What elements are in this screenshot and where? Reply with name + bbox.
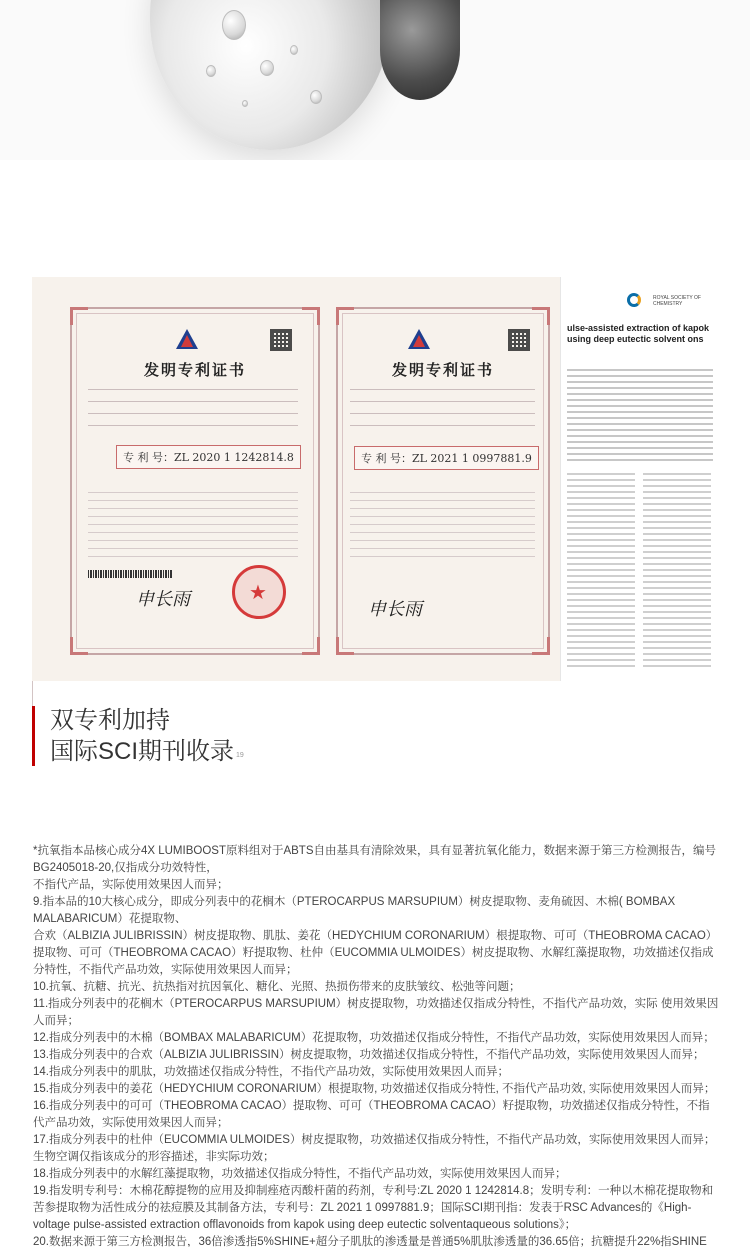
publisher-name: ROYAL SOCIETY OF CHEMISTRY: [653, 295, 701, 307]
patent-number: 专 利 号：ZL 2021 1 0997881.9: [354, 446, 539, 470]
qr-code-icon: [508, 329, 530, 351]
footnote-item: 10.抗氧、抗糖、抗光、抗热指对抗因氧化、糖化、光照、热损伤带来的皮肤皱纹、松弛等问题；: [33, 981, 521, 993]
director-signature: 申长雨: [368, 599, 422, 620]
footnote-item: 11.指成分列表中的花榈木（PTEROCARPUS MARSUPIUM）树皮提取物，功效描述仅指成分特性，不指代产品功效，实际 使用效果因人而异；: [33, 998, 719, 1027]
patent-certificate-2: [332, 277, 560, 681]
footnote-item: 15.指成分列表中的姜花（HEDYCHIUM CORONARIUM）根提取物, 功效描述仅指成分特性, 不指代产品功效, 实际使用效果因人而异；: [33, 1083, 716, 1095]
barcode-icon: [88, 570, 172, 578]
sci-journal-paper: [560, 277, 718, 681]
official-seal-icon: ★: [232, 565, 286, 619]
footnote-item: 合欢（ALBIZIA JULIBRISSIN）树皮提取物、肌肽、姜花（HEDYCHIUM CORONARIUM）根提取物、可可（THEOBROMA CACAO）提取物、可可（THEOBROMA CACAO）籽提取物、杜仲（EUCOMMIA ULMOIDES）树皮提取物、水解红藻提取物，功效描述仅指成分特性，不指代产品功效，实际使用效果因人而异；: [33, 930, 718, 976]
heading-accent-bar: [32, 706, 35, 766]
paper-column-left: [567, 473, 635, 671]
director-signature: 申长雨: [136, 589, 190, 610]
heading-line-2: 国际SCI期刊收录 $^{19}$: [50, 738, 244, 765]
certificate-details: [88, 389, 298, 437]
qr-code-icon: [270, 329, 292, 351]
patent-number: 专 利 号：ZL 2020 1 1242814.8: [116, 445, 301, 469]
footnote-item: 19.指发明专利号：木棉花醇提物的应用及抑制痤疮丙酸杆菌的药剂，专利号:ZL 2020 1 1242814.8；发明专利：一种以木棉花提取物和苦参提取物为活性成分的祛痘膜及其制备方法，专利号：ZL 2021 1 0997881.9；国际SCI期刊指：发表于RSC Advances的《High-voltage pulse-assisted extraction offlavonoids from kapok using deep eutectic solventaqueous solutions》；: [33, 1185, 714, 1231]
footnote-item: 9.指本品的10大核心成分，即成分列表中的花榈木（PTEROCARPUS MARSUPIUM）树皮提取物、麦角硫因、木棉( BOMBAX MALABARICUM）花提取物、: [33, 896, 676, 925]
paper-abstract: [567, 369, 713, 465]
patent-emblem-icon: [404, 327, 434, 353]
hero-image: [0, 0, 750, 160]
certificate-body-text: [350, 492, 535, 564]
dark-droplet-icon: [380, 0, 460, 100]
patent-certificate-1: [32, 277, 332, 681]
paper-title: ulse-assisted extraction of kapok using deep eutectic solvent ons: [567, 323, 710, 344]
footnotes: [33, 843, 721, 1247]
footnote-item: 17.指成分列表中的杜仲（EUCOMMIA ULMOIDES）树皮提取物，功效描述仅指成分特性，不指代产品功效，实际使用效果因人而异；: [33, 1134, 716, 1146]
certificate-body-text: [88, 492, 298, 564]
patent-emblem-icon: [172, 327, 202, 353]
footnote-item: 20.数据来源于第三方检测报告，36倍渗透指5%SHINE+超分子肌肽的渗透量是普通5%肌肽渗透量的36.65倍；抗糖提升22%指SHINE: [33, 1236, 707, 1247]
paper-column-right: [643, 473, 711, 671]
footnote-item: 18.指成分列表中的水解红藻提取物，功效描述仅指成分特性，不指代产品功效，实际使用效果因人而异；: [33, 1168, 567, 1180]
footnote-item: 不指代产品，实际使用效果因人而异；: [33, 879, 229, 891]
rsc-logo-icon: [627, 293, 641, 307]
heading-line-1: 双专利加持: [50, 707, 170, 734]
certificates-image: [32, 277, 718, 681]
footnote-item: 14.指成分列表中的肌肽，功效描述仅指成分特性，不指代产品功效，实际使用效果因人而异；: [33, 1066, 509, 1078]
footnote-item: 生物空调仅指该成分的形容描述，非实际功效；: [33, 1151, 275, 1163]
footnote-item: *抗氧指本品核心成分4X LUMIBOOST原料组对于ABTS自由基具有清除效果，具有显著抗氧化能力，数据来源于第三方检测报告，编号BG2405018-20,仅指成分功效特性，: [33, 845, 716, 874]
certificate-title: 发明专利证书: [143, 361, 246, 379]
certificate-title: 发明专利证书: [391, 361, 494, 379]
footnote-item: 13.指成分列表中的合欢（ALBIZIA JULIBRISSIN）树皮提取物，功效描述仅指成分特性，不指代产品功效，实际使用效果因人而异；: [33, 1049, 705, 1061]
footnote-item: 12.指成分列表中的木棉（BOMBAX MALABARICUM）花提取物，功效描述仅指成分特性，不指代产品功效，实际使用效果因人而异；: [33, 1032, 715, 1044]
footnote-item: 16.指成分列表中的可可（THEOBROMA CACAO）提取物、可可（THEOBROMA CACAO）籽提取物，功效描述仅指成分特性，不指代产品功效，实际使用效果因人而异；: [33, 1100, 710, 1129]
certificate-details: [350, 389, 535, 437]
footnote-reference: 19: [236, 752, 244, 759]
